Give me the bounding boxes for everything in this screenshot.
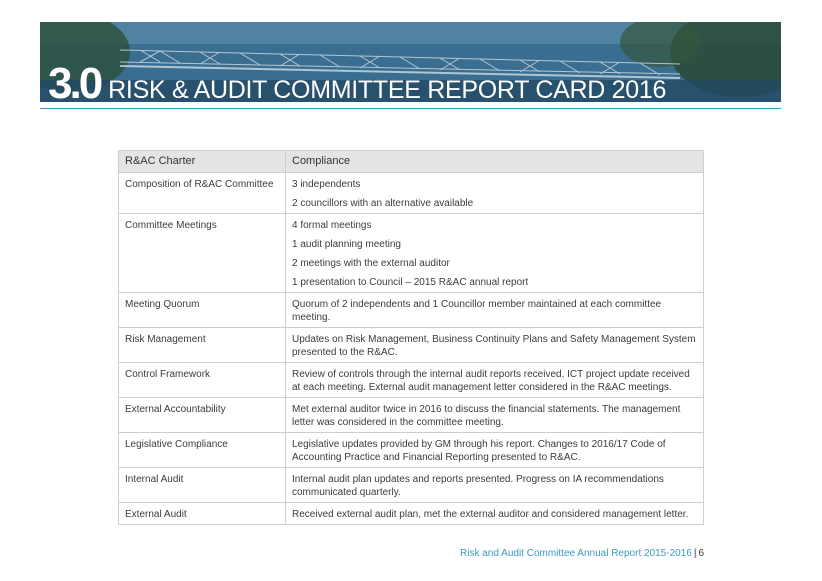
compliance-cell — [286, 173, 704, 214]
compliance-cell: Received external audit plan, met the external auditor and considered management letter. — [286, 503, 704, 525]
charter-cell: Committee Meetings — [119, 214, 286, 293]
page-title — [48, 59, 667, 102]
table-row — [119, 328, 704, 363]
table-row — [119, 503, 704, 525]
compliance-line: 1 audit planning meeting — [292, 239, 401, 250]
charter-cell: Risk Management — [119, 328, 286, 363]
compliance-cell: Internal audit plan updates and reports presented. Progress on IA recommendations communicated quarterly. — [286, 468, 704, 503]
table-row — [119, 468, 704, 503]
header-banner — [40, 22, 781, 102]
page-footer — [460, 548, 704, 559]
table-row — [119, 293, 704, 328]
charter-cell: External Accountability — [119, 398, 286, 433]
compliance-line: 3 independents — [292, 179, 361, 190]
table-header-row — [119, 151, 704, 173]
table-row — [119, 363, 704, 398]
charter-cell: External Audit — [119, 503, 286, 525]
compliance-line: 1 presentation to Council – 2015 R&AC annual report — [292, 277, 529, 288]
compliance-line: 2 meetings with the external auditor — [292, 258, 450, 269]
compliance-cell: Quorum of 2 independents and 1 Councillor member maintained at each committee meeting. — [286, 293, 704, 328]
table-row — [119, 214, 704, 293]
column-header-compliance: Compliance — [286, 151, 704, 173]
compliance-cell: Met external auditor twice in 2016 to discuss the financial statements. The management letter was considered in the committee meeting. — [286, 398, 704, 433]
section-title: RISK & AUDIT COMMITTEE REPORT CARD 2016 — [108, 76, 667, 102]
charter-cell: Meeting Quorum — [119, 293, 286, 328]
compliance-cell — [286, 214, 704, 293]
table-row — [119, 173, 704, 214]
footer-report-title: Risk and Audit Committee Annual Report 2015-2016 — [460, 548, 692, 559]
compliance-cell: Legislative updates provided by GM through his report. Changes to 2016/17 Code of Accounting Practice and Financial Reporting presented to R&AC. — [286, 433, 704, 468]
charter-cell: Control Framework — [119, 363, 286, 398]
footer-separator: | — [693, 548, 697, 559]
compliance-line: 2 councillors with an alternative available — [292, 198, 474, 209]
table-row — [119, 433, 704, 468]
compliance-cell: Review of controls through the internal audit reports received. ICT project update received at each meeting. External audit management letter considered in the R&AC meetings. — [286, 363, 704, 398]
report-card-table — [118, 150, 704, 525]
charter-cell: Composition of R&AC Committee — [119, 173, 286, 214]
compliance-cell: Updates on Risk Management, Business Continuity Plans and Safety Management System presented to the R&AC. — [286, 328, 704, 363]
compliance-line: 4 formal meetings — [292, 220, 372, 231]
page-number: 6 — [698, 548, 704, 559]
charter-cell: Legislative Compliance — [119, 433, 286, 468]
column-header-charter: R&AC Charter — [119, 151, 286, 173]
table-row — [119, 398, 704, 433]
header-rule — [40, 108, 781, 109]
charter-cell: Internal Audit — [119, 468, 286, 503]
section-number: 3.0 — [48, 59, 101, 102]
